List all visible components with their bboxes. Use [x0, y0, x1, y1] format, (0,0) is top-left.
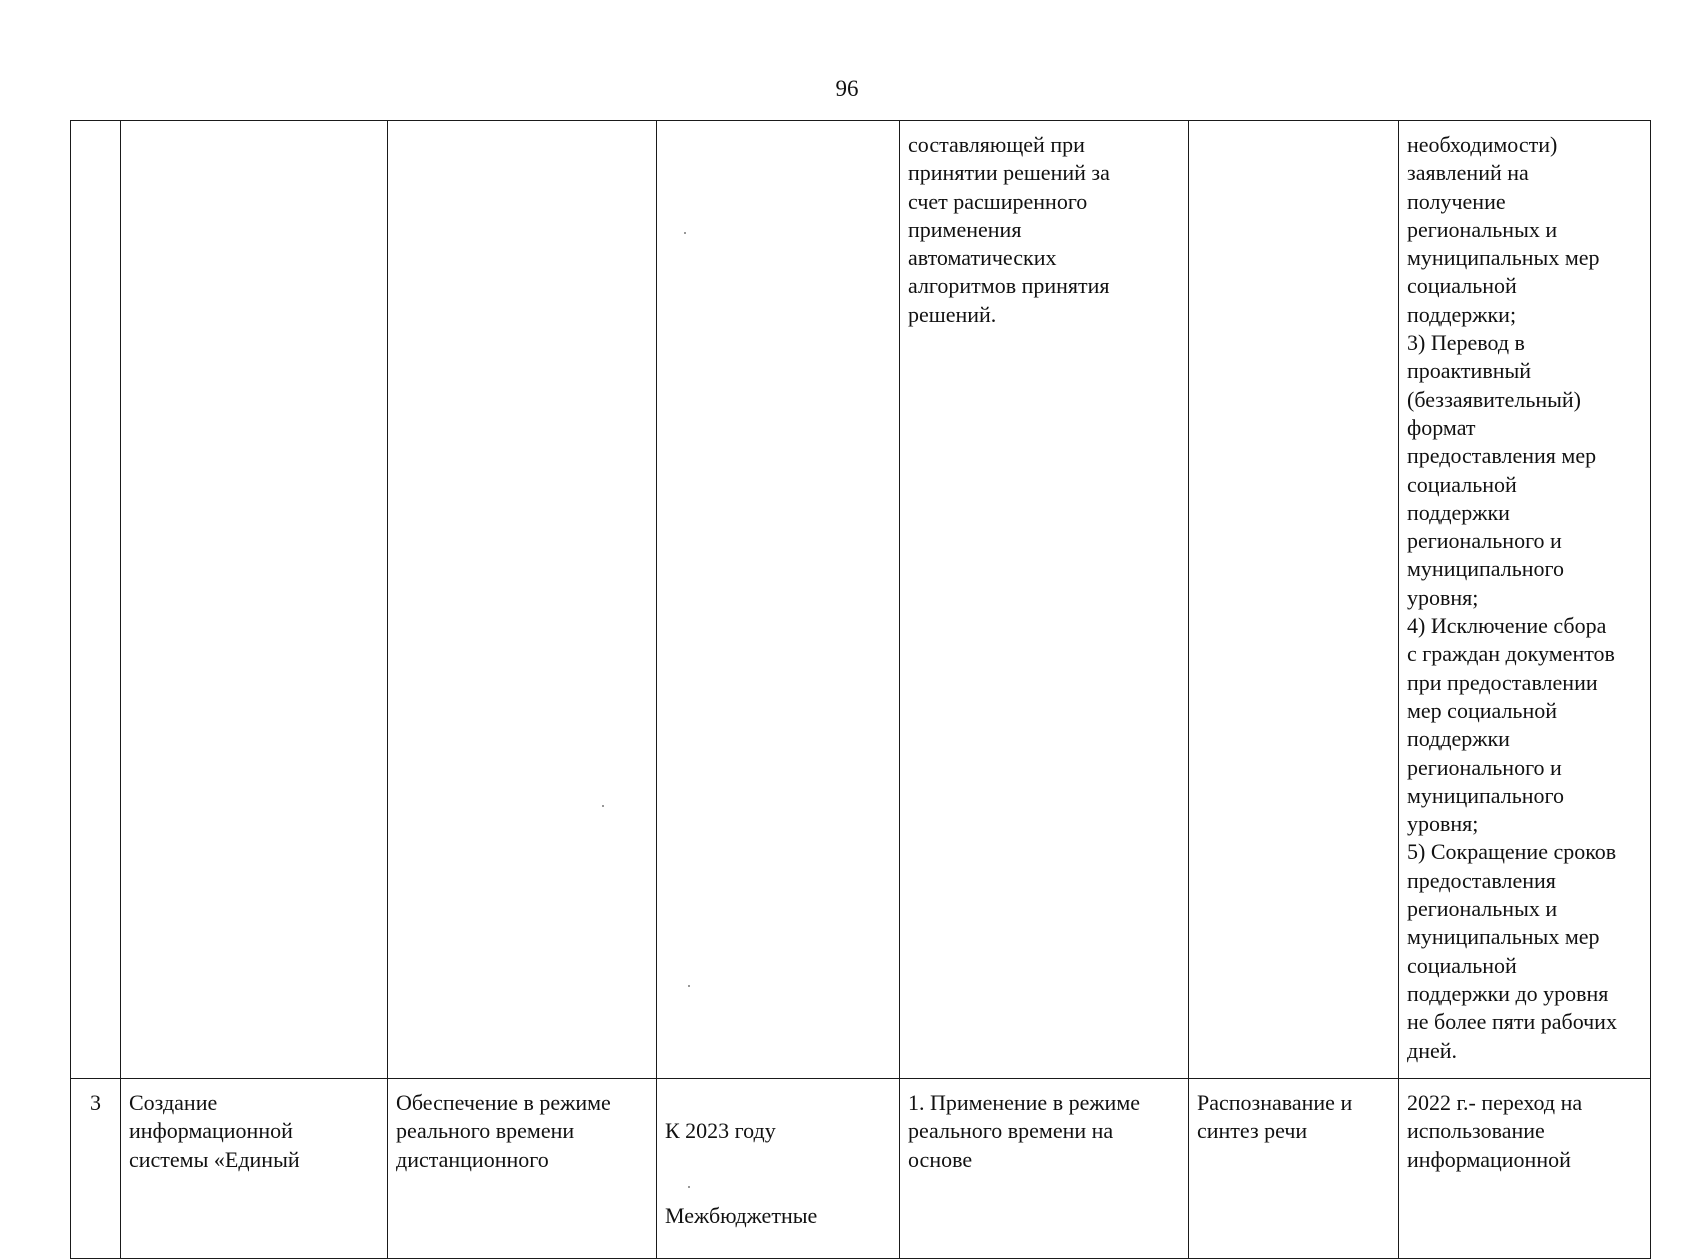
cell-goal: [388, 121, 657, 1079]
page-number: 96: [835, 76, 859, 101]
cell-number: 3: [71, 1079, 121, 1259]
cell-technology: Распознавание и синтез речи: [1189, 1079, 1399, 1259]
cell-number: [71, 121, 121, 1079]
cell-name: Создание информационной системы «Единый: [121, 1079, 388, 1259]
cell-effects: 1. Применение в режиме реального времени на основе: [900, 1079, 1189, 1259]
deadline-text: К 2023 году: [665, 1118, 776, 1144]
cell-effects: составляющей при принятии решений за счет расширенного применения автоматических алгоритмов принятия решений.: [900, 121, 1189, 1079]
scan-speck: [602, 805, 604, 807]
table-row-continuation: [71, 121, 1651, 1079]
cell-deadline: [657, 121, 900, 1079]
funding-text: Межбюджетные: [665, 1202, 818, 1228]
measures-table: [70, 120, 1651, 1259]
cell-results: 2022 г.- переход на использование информационной: [1399, 1079, 1651, 1259]
table-row-3: [71, 1079, 1651, 1259]
cell-deadline: [657, 1079, 900, 1259]
cell-technology: [1189, 121, 1399, 1079]
scan-speck: [688, 985, 690, 987]
cell-goal: Обеспечение в режиме реального времени дистанционного: [388, 1079, 657, 1259]
scan-speck: [688, 1186, 690, 1188]
cell-name: [121, 121, 388, 1079]
cell-results: необходимости) заявлений на получение региональных и муниципальных мер социальной поддержки; 3) Перевод в проактивный (беззаявительный) формат предоставления мер социальной поддержки регионального и муниципального уровня; 4) Исключение сбора с граждан документов при предоставлении мер социальной поддержки регионального и муниципального уровня; 5) Сокращение сроков предоставления региональных и муниципальных мер социальной поддержки до уровня не более пяти рабочих дней.: [1399, 121, 1651, 1079]
scan-speck: [684, 232, 686, 234]
